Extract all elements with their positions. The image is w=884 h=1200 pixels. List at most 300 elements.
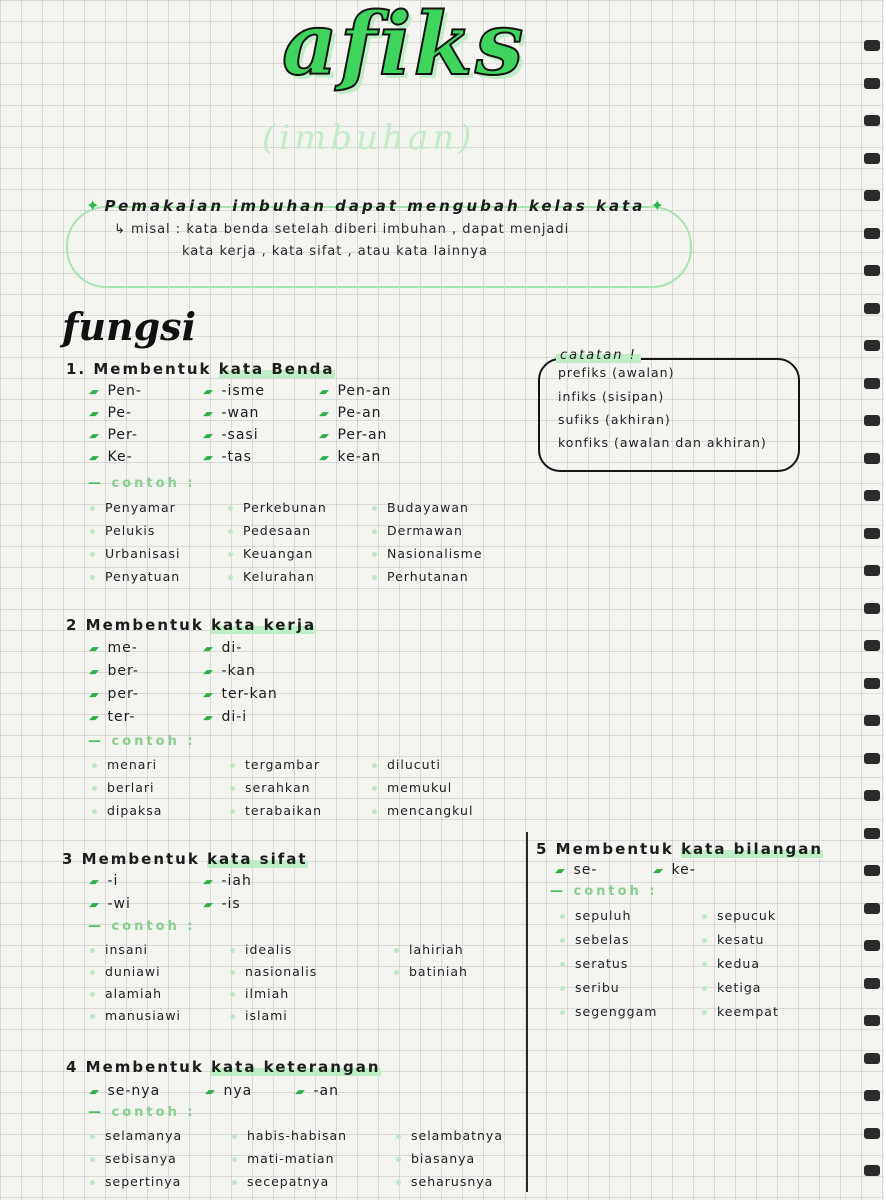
bullet-icon bbox=[230, 786, 235, 791]
bullet-icon bbox=[702, 962, 707, 967]
example-text: seratus bbox=[575, 956, 629, 971]
fungsi-heading: fungsi bbox=[62, 304, 197, 349]
page-subtitle: (imbuhan) bbox=[262, 118, 476, 158]
marker-icon: ▰ bbox=[87, 665, 102, 678]
affix-item bbox=[87, 449, 133, 465]
spiral-ring bbox=[864, 565, 880, 576]
catatan-item: prefiks (awalan) bbox=[558, 365, 675, 380]
contoh-label bbox=[88, 919, 196, 934]
marker-icon: ▰ bbox=[87, 429, 102, 442]
spiral-ring bbox=[864, 865, 880, 876]
affix-item bbox=[201, 405, 260, 421]
spiral-ring bbox=[864, 265, 880, 276]
bullet-icon bbox=[372, 529, 377, 534]
spiral-ring bbox=[864, 453, 880, 464]
marker-icon: ▰ bbox=[201, 451, 216, 464]
example-text: sebelas bbox=[575, 932, 630, 947]
example-word bbox=[230, 757, 320, 772]
example-text: batiniah bbox=[409, 964, 468, 979]
example-text: Keuangan bbox=[243, 546, 314, 561]
bullet-icon bbox=[702, 1010, 707, 1015]
example-text: Pedesaan bbox=[243, 523, 312, 538]
example-text: selambatnya bbox=[411, 1128, 503, 1143]
example-word bbox=[90, 500, 176, 515]
affix-text: -iah bbox=[221, 873, 252, 889]
affix-text: Pe-an bbox=[337, 405, 382, 421]
affix-text: -wi bbox=[107, 896, 131, 912]
affix-text: Ke- bbox=[107, 449, 133, 465]
example-text: kedua bbox=[717, 956, 761, 971]
affix-item bbox=[317, 405, 382, 421]
affix-text: di- bbox=[221, 640, 243, 656]
bullet-icon bbox=[228, 529, 233, 534]
example-text: sebisanya bbox=[105, 1151, 177, 1166]
bullet-icon bbox=[90, 506, 95, 511]
spiral-ring bbox=[864, 528, 880, 539]
affix-text: -sasi bbox=[221, 427, 259, 443]
example-word bbox=[230, 942, 292, 957]
example-word bbox=[90, 964, 161, 979]
marker-icon: ▰ bbox=[201, 875, 216, 888]
example-word bbox=[560, 908, 631, 923]
affix-item bbox=[87, 640, 138, 656]
bullet-icon bbox=[396, 1157, 401, 1162]
spiral-ring bbox=[864, 190, 880, 201]
example-word bbox=[90, 1151, 177, 1166]
bullet-icon bbox=[228, 552, 233, 557]
example-text: memukul bbox=[387, 780, 453, 795]
marker-icon: ▰ bbox=[201, 898, 216, 911]
example-word bbox=[396, 1151, 475, 1166]
section-divider-vertical bbox=[526, 832, 528, 1192]
bullet-icon bbox=[702, 986, 707, 991]
affix-item bbox=[201, 449, 252, 465]
note-heading: Pemakaian imbuhan dapat mengubah kelas kata bbox=[104, 197, 646, 215]
marker-icon: ▰ bbox=[87, 1085, 102, 1098]
example-word bbox=[372, 523, 463, 538]
affix-item bbox=[201, 896, 241, 912]
affix-text: ber- bbox=[107, 663, 139, 679]
example-text: Nasionalisme bbox=[387, 546, 483, 561]
section-number: 5 bbox=[536, 840, 549, 858]
example-word bbox=[90, 569, 180, 584]
bullet-icon bbox=[560, 914, 565, 919]
example-word bbox=[92, 803, 162, 818]
marker-icon: ▰ bbox=[201, 429, 216, 442]
bullet-icon bbox=[232, 1180, 237, 1185]
example-text: dilucuti bbox=[387, 757, 441, 772]
affix-item bbox=[201, 686, 278, 702]
section-number: 3 bbox=[62, 850, 75, 868]
arrow-icon: ↳ bbox=[114, 222, 126, 237]
marker-icon: ▰ bbox=[87, 875, 102, 888]
example-text: secepatnya bbox=[247, 1174, 330, 1189]
example-text: segenggam bbox=[575, 1004, 658, 1019]
example-text: Penyamar bbox=[105, 500, 176, 515]
affix-text: Pe- bbox=[107, 405, 133, 421]
bullet-icon bbox=[90, 552, 95, 557]
section-title-a: Membentuk bbox=[81, 850, 200, 868]
section-title bbox=[66, 360, 335, 378]
example-text: Dermawan bbox=[387, 523, 463, 538]
affix-text: -is bbox=[221, 896, 241, 912]
spiral-ring bbox=[864, 1015, 880, 1026]
affix-item bbox=[87, 1083, 161, 1099]
section-title-b: kata sifat bbox=[207, 850, 308, 868]
affix-text: ke-an bbox=[337, 449, 382, 465]
section-title-a: Membentuk bbox=[93, 360, 212, 378]
bullet-icon bbox=[90, 1180, 95, 1185]
affix-item bbox=[651, 862, 696, 878]
bullet-icon bbox=[702, 914, 707, 919]
example-text: berlari bbox=[107, 780, 155, 795]
example-text: seribu bbox=[575, 980, 620, 995]
section-title-b: kata keterangan bbox=[211, 1058, 381, 1076]
example-word bbox=[702, 908, 776, 923]
example-word bbox=[394, 942, 464, 957]
affix-text: per- bbox=[107, 686, 139, 702]
marker-icon: ▰ bbox=[201, 407, 216, 420]
contoh-text: contoh : bbox=[111, 476, 196, 491]
spiral-ring bbox=[864, 903, 880, 914]
affix-item bbox=[201, 709, 248, 725]
spiral-ring bbox=[864, 1090, 880, 1101]
spiral-ring bbox=[864, 378, 880, 389]
affix-text: -i bbox=[107, 873, 119, 889]
example-text: tergambar bbox=[245, 757, 321, 772]
bullet-icon bbox=[560, 962, 565, 967]
contoh-text: contoh : bbox=[111, 919, 196, 934]
example-text: biasanya bbox=[411, 1151, 476, 1166]
contoh-label bbox=[550, 884, 658, 899]
example-text: Pelukis bbox=[105, 523, 156, 538]
note-line-1 bbox=[114, 222, 569, 237]
example-word bbox=[230, 964, 317, 979]
affix-text: -isme bbox=[221, 383, 265, 399]
example-text: Kelurahan bbox=[243, 569, 315, 584]
bullet-icon bbox=[372, 575, 377, 580]
example-word bbox=[372, 757, 441, 772]
spiral-ring bbox=[864, 940, 880, 951]
affix-text: -tas bbox=[221, 449, 252, 465]
marker-icon: ▰ bbox=[201, 642, 216, 655]
bullet-icon bbox=[230, 970, 235, 975]
example-word bbox=[90, 523, 155, 538]
example-word bbox=[90, 1008, 181, 1023]
example-word bbox=[90, 1174, 181, 1189]
affix-text: me- bbox=[107, 640, 138, 656]
affix-item bbox=[201, 640, 243, 656]
example-text: manusiawi bbox=[105, 1008, 182, 1023]
affix-item bbox=[87, 873, 119, 889]
affix-text: -an bbox=[313, 1083, 339, 1099]
example-word bbox=[396, 1128, 503, 1143]
marker-icon: ▰ bbox=[317, 451, 332, 464]
example-text: Perhutanan bbox=[387, 569, 469, 584]
example-text: insani bbox=[105, 942, 148, 957]
example-word bbox=[230, 986, 289, 1001]
affix-text: di-i bbox=[221, 709, 248, 725]
marker-icon: ▰ bbox=[553, 864, 568, 877]
section-title bbox=[66, 1058, 381, 1076]
example-word bbox=[228, 523, 311, 538]
marker-icon: ▰ bbox=[201, 385, 216, 398]
marker-icon: ▰ bbox=[317, 407, 332, 420]
bullet-icon bbox=[560, 986, 565, 991]
bullet-icon bbox=[92, 809, 97, 814]
example-text: ketiga bbox=[717, 980, 762, 995]
example-text: ilmiah bbox=[245, 986, 290, 1001]
bullet-icon bbox=[90, 1134, 95, 1139]
bullet-icon bbox=[230, 992, 235, 997]
example-word bbox=[372, 500, 469, 515]
bullet-icon bbox=[394, 948, 399, 953]
spiral-ring bbox=[864, 715, 880, 726]
spiral-ring bbox=[864, 678, 880, 689]
section-number: 2 bbox=[66, 616, 79, 634]
example-text: sepertinya bbox=[105, 1174, 182, 1189]
affix-item bbox=[87, 405, 133, 421]
example-text: duniawi bbox=[105, 964, 161, 979]
section-title-a: Membentuk bbox=[85, 1058, 204, 1076]
example-text: dipaksa bbox=[107, 803, 163, 818]
example-word bbox=[230, 803, 322, 818]
catatan-label: catatan ! bbox=[556, 348, 641, 363]
contoh-text: contoh : bbox=[111, 734, 196, 749]
example-word bbox=[230, 1008, 288, 1023]
marker-icon: ▰ bbox=[317, 385, 332, 398]
bullet-icon bbox=[230, 763, 235, 768]
example-word bbox=[702, 980, 761, 995]
marker-icon: ▰ bbox=[87, 642, 102, 655]
spiral-ring bbox=[864, 978, 880, 989]
spiral-ring bbox=[864, 40, 880, 51]
marker-icon: ▰ bbox=[87, 407, 102, 420]
example-text: serahkan bbox=[245, 780, 311, 795]
example-text: islami bbox=[245, 1008, 288, 1023]
bullet-icon bbox=[702, 938, 707, 943]
section-number: 1. bbox=[66, 360, 87, 378]
example-text: lahiriah bbox=[409, 942, 464, 957]
affix-text: Per-an bbox=[337, 427, 388, 443]
section-title-b: kata Benda bbox=[218, 360, 335, 378]
example-text: selamanya bbox=[105, 1128, 183, 1143]
contoh-text: contoh : bbox=[111, 1105, 196, 1120]
example-word bbox=[372, 780, 452, 795]
example-word bbox=[90, 942, 148, 957]
affix-text: ter-kan bbox=[221, 686, 278, 702]
bullet-icon bbox=[396, 1134, 401, 1139]
marker-icon: ▰ bbox=[87, 898, 102, 911]
marker-icon: ▰ bbox=[87, 688, 102, 701]
example-text: Penyatuan bbox=[105, 569, 181, 584]
bullet-icon bbox=[230, 1014, 235, 1019]
section-title bbox=[536, 840, 823, 858]
example-text: mencangkul bbox=[387, 803, 474, 818]
bullet-icon bbox=[90, 970, 95, 975]
affix-text: -kan bbox=[221, 663, 256, 679]
affix-item bbox=[87, 383, 142, 399]
bullet-icon bbox=[396, 1180, 401, 1185]
bullet-icon bbox=[228, 575, 233, 580]
spiral-ring bbox=[864, 115, 880, 126]
bullet-icon bbox=[232, 1157, 237, 1162]
marker-icon: ▰ bbox=[203, 1085, 218, 1098]
example-text: terabaikan bbox=[245, 803, 323, 818]
example-word bbox=[372, 803, 473, 818]
bullet-icon bbox=[90, 1014, 95, 1019]
spiral-ring bbox=[864, 303, 880, 314]
example-word bbox=[90, 1128, 182, 1143]
bullet-icon bbox=[90, 948, 95, 953]
note-line-1-text: misal : kata benda setelah diberi imbuhan , dapat menjadi bbox=[131, 222, 570, 237]
example-text: Perkebunan bbox=[243, 500, 327, 515]
affix-item bbox=[293, 1083, 339, 1099]
example-word bbox=[560, 980, 620, 995]
example-text: nasionalis bbox=[245, 964, 318, 979]
affix-item bbox=[201, 427, 259, 443]
affix-item bbox=[87, 896, 131, 912]
example-text: sepuluh bbox=[575, 908, 632, 923]
note-line-2: kata kerja , kata sifat , atau kata lainnya bbox=[182, 244, 488, 259]
section-title bbox=[62, 850, 308, 868]
example-word bbox=[394, 964, 468, 979]
example-text: menari bbox=[107, 757, 158, 772]
spiral-ring bbox=[864, 78, 880, 89]
bullet-icon bbox=[228, 506, 233, 511]
example-text: Urbanisasi bbox=[105, 546, 181, 561]
marker-icon: ▰ bbox=[651, 864, 666, 877]
note-heading-row bbox=[86, 196, 664, 215]
spiral-ring bbox=[864, 415, 880, 426]
affix-text: ter- bbox=[107, 709, 136, 725]
dash-icon: — bbox=[88, 734, 112, 749]
sparkle-icon: ✦ bbox=[86, 196, 100, 215]
example-word bbox=[228, 500, 327, 515]
section-title bbox=[66, 616, 316, 634]
bullet-icon bbox=[90, 992, 95, 997]
bullet-icon bbox=[372, 786, 377, 791]
bullet-icon bbox=[372, 506, 377, 511]
affix-text: Pen-an bbox=[337, 383, 392, 399]
example-text: seharusnya bbox=[411, 1174, 494, 1189]
marker-icon: ▰ bbox=[201, 665, 216, 678]
affix-item bbox=[87, 663, 139, 679]
section-title-b: kata bilangan bbox=[681, 840, 824, 858]
bullet-icon bbox=[92, 786, 97, 791]
bullet-icon bbox=[90, 575, 95, 580]
example-word bbox=[90, 986, 162, 1001]
example-word bbox=[372, 546, 483, 561]
affix-item bbox=[201, 663, 256, 679]
spiral-ring bbox=[864, 790, 880, 801]
spiral-ring bbox=[864, 753, 880, 764]
dash-icon: — bbox=[88, 476, 112, 491]
example-word bbox=[702, 932, 764, 947]
catatan-item: sufiks (akhiran) bbox=[558, 412, 671, 427]
example-word bbox=[396, 1174, 493, 1189]
spiral-ring bbox=[864, 1165, 880, 1176]
example-word bbox=[232, 1151, 335, 1166]
example-text: keempat bbox=[717, 1004, 779, 1019]
example-word bbox=[92, 757, 157, 772]
example-word bbox=[560, 956, 628, 971]
catatan-item: infiks (sisipan) bbox=[558, 389, 665, 404]
example-text: alamiah bbox=[105, 986, 163, 1001]
bullet-icon bbox=[372, 763, 377, 768]
marker-icon: ▰ bbox=[87, 711, 102, 724]
marker-icon: ▰ bbox=[317, 429, 332, 442]
marker-icon: ▰ bbox=[87, 451, 102, 464]
bullet-icon bbox=[394, 970, 399, 975]
affix-text: se-nya bbox=[107, 1083, 161, 1099]
sparkle-icon: ✦ bbox=[650, 196, 664, 215]
example-word bbox=[232, 1174, 329, 1189]
contoh-label bbox=[88, 1105, 196, 1120]
marker-icon: ▰ bbox=[87, 385, 102, 398]
bullet-icon bbox=[560, 1010, 565, 1015]
affix-item bbox=[201, 873, 252, 889]
section-number: 4 bbox=[66, 1058, 79, 1076]
spiral-ring bbox=[864, 340, 880, 351]
catatan-label-wrap bbox=[556, 344, 641, 363]
bullet-icon bbox=[372, 552, 377, 557]
bullet-icon bbox=[372, 809, 377, 814]
example-text: habis-habisan bbox=[247, 1128, 348, 1143]
bullet-icon bbox=[230, 948, 235, 953]
contoh-label bbox=[88, 476, 196, 491]
spiral-ring bbox=[864, 640, 880, 651]
dash-icon: — bbox=[550, 884, 574, 899]
example-word bbox=[228, 546, 313, 561]
example-text: kesatu bbox=[717, 932, 765, 947]
example-word bbox=[90, 546, 180, 561]
example-word bbox=[560, 932, 629, 947]
affix-item bbox=[87, 427, 138, 443]
affix-item bbox=[87, 686, 139, 702]
contoh-label bbox=[88, 734, 196, 749]
example-text: Budayawan bbox=[387, 500, 469, 515]
affix-text: -wan bbox=[221, 405, 260, 421]
bullet-icon bbox=[92, 763, 97, 768]
contoh-text: contoh : bbox=[573, 884, 658, 899]
affix-text: Per- bbox=[107, 427, 138, 443]
example-word bbox=[230, 780, 311, 795]
dash-icon: — bbox=[88, 1105, 112, 1120]
affix-text: nya bbox=[223, 1083, 253, 1099]
example-word bbox=[372, 569, 469, 584]
affix-item bbox=[317, 383, 392, 399]
affix-item bbox=[317, 449, 382, 465]
example-word bbox=[232, 1128, 347, 1143]
section-title-a: Membentuk bbox=[85, 616, 204, 634]
example-word bbox=[92, 780, 155, 795]
bullet-icon bbox=[232, 1134, 237, 1139]
spiral-ring bbox=[864, 603, 880, 614]
spiral-ring bbox=[864, 828, 880, 839]
section-title-b: kata kerja bbox=[211, 616, 317, 634]
example-word bbox=[702, 956, 760, 971]
affix-text: Pen- bbox=[107, 383, 142, 399]
marker-icon: ▰ bbox=[201, 688, 216, 701]
spiral-ring bbox=[864, 1053, 880, 1064]
bullet-icon bbox=[230, 809, 235, 814]
bullet-icon bbox=[90, 529, 95, 534]
spiral-ring bbox=[864, 228, 880, 239]
catatan-item: konfiks (awalan dan akhiran) bbox=[558, 435, 767, 450]
spiral-ring bbox=[864, 490, 880, 501]
affix-text: se- bbox=[573, 862, 598, 878]
